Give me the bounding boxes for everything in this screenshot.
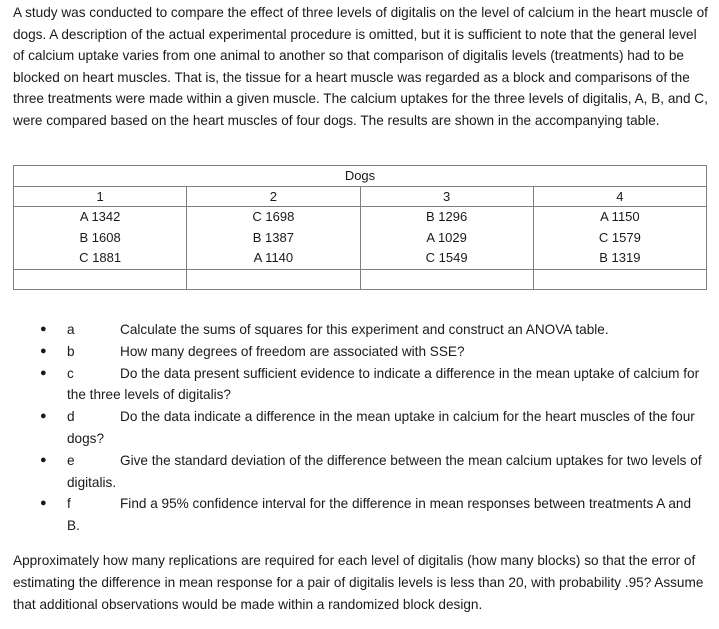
question-text: Do the data indicate a difference in the mean uptake in calcium for the heart muscles of the four dogs? [67,409,695,446]
table-title: Dogs [14,166,707,187]
question-letter: d [67,409,75,425]
bullet-icon: ● [40,453,47,466]
intro-paragraph: A study was conducted to compare the effect of three levels of digitalis on the level of calcium in the heart muscle of dogs. A description of the actual experimental procedure is omitted, but it is sufficient to note that the general level of calcium uptake varies from one animal to another so that comparison of digitalis levels (treatments) had to be blocked on heart muscles. That is, the tissue for a heart muscle was regarded as a block and comparisons of the three treatments were made within a given muscle. The calcium uptakes for the three levels of digitalis, A, B, and C, were compared based on the heart muscles of four dogs. The results are shown in the accompanying table. [13,5,708,128]
dog-header-4: 4 [533,186,706,207]
bullet-icon: ● [40,410,47,423]
empty-cell [14,269,187,290]
question-d [0,406,705,450]
question-text: Find a 95% confidence interval for the difference in mean responses between treatments A and B. [67,496,692,534]
table-cell: C 1881 [79,250,122,265]
calcium-uptake-table [13,165,707,290]
question-f [0,493,705,537]
question-text: Give the standard deviation of the difference between the mean calcium uptakes for two levels of digitalis. [67,452,702,490]
empty-cell [533,269,706,290]
question-text: Do the data present sufficient evidence to indicate a difference in the mean uptake of calcium for the three levels of digitalis? [67,365,700,403]
dog-1-cell [14,207,187,270]
table-cell: C 1549 [425,250,468,265]
table-data-row [14,207,707,270]
question-text: How many degrees of freedom are associated with SSE? [120,343,465,359]
table-cell: B 1608 [79,229,121,245]
dog-4-cell [533,207,706,270]
table-cell: A 1029 [426,229,467,245]
dog-3-cell [360,207,533,270]
table-cell: A 1140 [253,250,294,265]
table-cell: C 1579 [598,229,641,245]
table-empty-row [14,269,707,290]
question-a [0,319,705,341]
table-cell: B 1387 [252,229,294,245]
question-c [0,363,705,407]
question-letter: e [67,452,75,468]
dog-2-cell [187,207,360,270]
question-e [0,450,705,494]
table-cell: C 1698 [252,209,295,224]
question-letter: f [67,496,71,512]
empty-cell [360,269,533,290]
dog-header-3: 3 [360,186,533,207]
question-b [0,341,705,363]
question-letter: a [67,322,75,337]
bullet-icon: ● [40,323,47,335]
table-header-row [14,186,707,207]
question-letter: b [67,343,75,359]
table-cell: A 1150 [600,209,640,224]
question-list [0,319,719,537]
footer-paragraph: Approximately how many replications are required for each level of digitalis (how many blocks) so that the error of estimating the difference in mean response for a pair of digitalis levels is less than 20, with probability .95? Assume that additional observations would be made within a randomized block design. [13,553,704,612]
table-cell: A 1342 [79,209,121,224]
table-cell: B 1296 [426,209,468,224]
dog-header-1: 1 [14,186,187,207]
bullet-icon: ● [40,366,47,379]
question-letter: c [67,365,74,381]
empty-cell [187,269,360,290]
table-cell: B 1319 [599,250,641,265]
question-text: Calculate the sums of squares for this experiment and construct an ANOVA table. [120,322,609,337]
bullet-icon: ● [40,344,47,357]
bullet-icon: ● [40,497,47,510]
dog-header-2: 2 [187,186,360,207]
table-title-row [14,166,707,187]
